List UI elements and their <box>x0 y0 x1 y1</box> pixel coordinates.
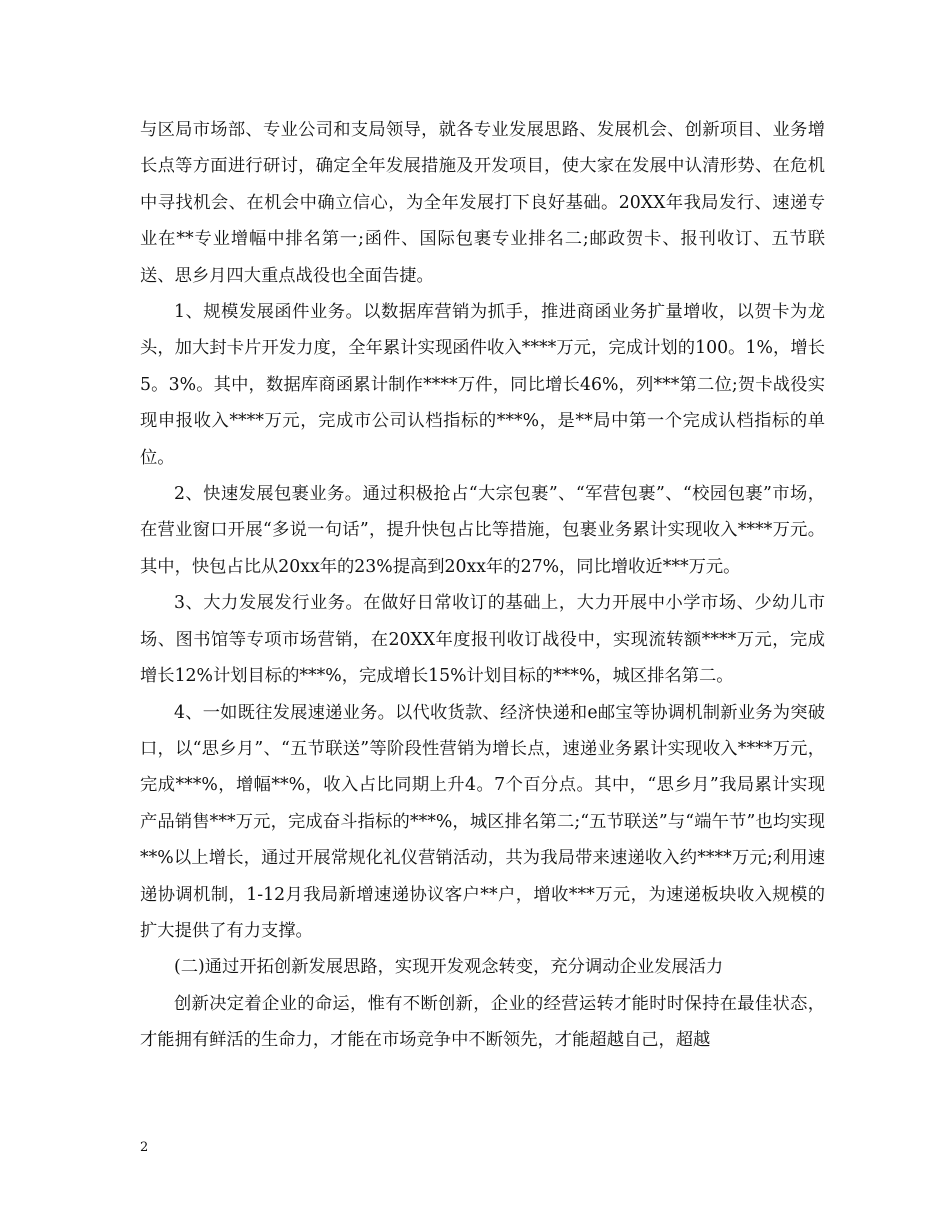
paragraph-letter-business: 1、规模发展函件业务。以数据库营销为抓手，推进商函业务扩量增收，以贺卡为龙头，加大封卡片开发力度，全年累计实现函件收入****万元，完成计划的100。1%，增长5。3%。其中，数据库商函累计制作****万件，同比增长46%，列***第二位;贺卡战役实现申报收入****万元，完成市公司认档指标的***%，是**局中第一个完成认档指标的单位。 <box>140 302 825 468</box>
paragraph-express-business: 4、一如既往发展速递业务。以代收货款、经济快递和e邮宝等协调机制新业务为突破口，以“思乡月”、“五节联送”等阶段性营销为增长点，速递业务累计实现收入****万元，完成***%，增幅**%，收入占比同期上升4。7个百分点。其中，“思乡月”我局累计实现产品销售***万元，完成奋斗指标的***%，城区排名第二;“五节联送”与“端午节”也均实现**%以上增长，通过开展常规化礼仪营销活动，共为我局带来速递收入约****万元;利用速递协调机制，1-12月我局新增速递协议客户**户，增收***万元，为速递板块收入规模的扩大提供了有力支撑。 <box>140 702 825 941</box>
paragraph-innovation: 创新决定着企业的命运，惟有不断创新，企业的经营运转才能时时保持在最佳状态，才能拥有鲜活的生命力，才能在市场竞争中不断领先，才能超越自己，超越 <box>140 993 825 1051</box>
paragraph-parcel-business: 2、快速发展包裹业务。通过积极抢占“大宗包裹”、“军营包裹”、“校园包裹”市场，在营业窗口开展“多说一句话”，提升快包占比等措施，包裹业务累计实现收入****万元。其中，快包占比从20xx年的23%提高到20xx年的27%，同比增收近***万元。 <box>140 484 825 577</box>
section-heading-innovation: (二)通过开拓创新发展思路，实现开发观念转变，充分调动企业发展活力 <box>174 957 724 978</box>
paragraph-distribution-business: 3、大力发展发行业务。在做好日常收订的基础上，大力开展中小学市场、少幼儿市场、图书馆等专项市场营销，在20XX年度报刊收订战役中，实现流转额****万元，完成增长12%计划目标的***%，完成增长15%计划目标的***%，城区排名第二。 <box>140 593 825 687</box>
page-number: 2 <box>140 1140 149 1155</box>
paragraph-intro-continued: 与区局市场部、专业公司和支局领导，就各专业发展思路、发展机会、创新项目、业务增长点等方面进行研讨，确定全年发展措施及开发项目，使大家在发展中认清形势、在危机中寻找机会、在机会中确立信心，为全年发展打下良好基础。20XX年我局发行、速递专业在**专业增幅中排名第一;函件、国际包裹专业排名二;邮政贺卡、报刊收订、五节联送、思乡月四大重点战役也全面告捷。 <box>140 120 825 286</box>
document-body <box>140 112 825 1059</box>
